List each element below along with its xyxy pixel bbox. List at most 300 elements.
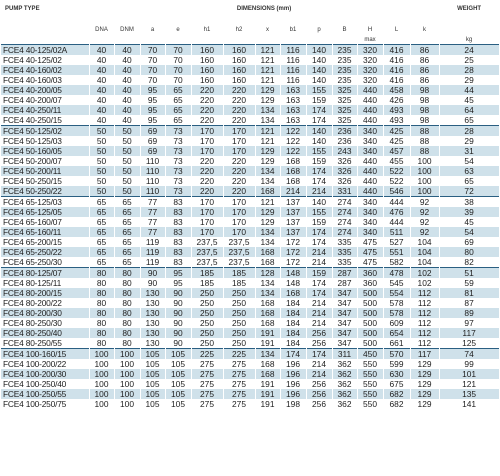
weight-cell: 25 [439, 55, 499, 65]
dimension-cell: 137 [280, 207, 306, 217]
dimension-cell: 95 [165, 278, 191, 288]
dimension-cell: 105 [165, 379, 191, 389]
col-header: H [357, 24, 383, 35]
dimension-cell: 220 [223, 95, 255, 105]
weight-cell: 80 [439, 247, 499, 257]
dimension-cell: 65 [89, 247, 114, 257]
dimension-cell: 362 [332, 369, 357, 379]
dimension-cell: 174 [306, 288, 332, 298]
dimension-cell: 478 [383, 268, 410, 279]
dimension-cell: 116 [280, 45, 306, 56]
dimension-cell: 220 [191, 115, 223, 126]
dimension-cell: 50 [114, 166, 140, 176]
dimension-cell: 160 [191, 55, 223, 65]
dimension-cell: 155 [306, 85, 332, 95]
dimension-cell: 65 [89, 207, 114, 217]
dimension-cell: 475 [357, 247, 383, 257]
table-row [1, 136, 499, 146]
pump-type-cell: FCE4 40-250/11 [1, 105, 89, 115]
col-header: x [255, 24, 280, 35]
dimension-cell: 140 [306, 75, 332, 85]
dimension-cell: 160 [191, 45, 223, 56]
dimension-cell: 40 [89, 65, 114, 75]
dimension-cell: 83 [165, 247, 191, 257]
dimension-cell: 159 [306, 156, 332, 166]
dimension-cell: 250 [223, 318, 255, 328]
table-row [1, 186, 499, 197]
dimension-cell: 100 [114, 389, 140, 399]
dimension-cell: 83 [165, 197, 191, 208]
dimension-cell: 325 [332, 115, 357, 126]
dimension-cell: 184 [280, 308, 306, 318]
dimension-cell: 92 [410, 227, 439, 237]
dimension-cell: 70 [165, 75, 191, 85]
dimension-cell: 100 [410, 156, 439, 166]
pump-type-cell: FCE4 50-125/02 [1, 126, 89, 137]
dimension-cell: 80 [114, 338, 140, 349]
table-row [1, 369, 499, 379]
dimension-cell: 340 [357, 146, 383, 156]
table-row [1, 247, 499, 257]
dimension-cell: 130 [140, 318, 165, 328]
dimension-cell: 70 [140, 45, 165, 56]
dimension-cell: 250 [223, 308, 255, 318]
dimension-cell: 80 [114, 288, 140, 298]
dimension-cell: 112 [410, 338, 439, 349]
dimension-cell: 163 [280, 95, 306, 105]
weight-cell: 54 [439, 227, 499, 237]
dimension-cell: 112 [410, 298, 439, 308]
dimension-cell: 444 [383, 197, 410, 208]
dimension-cell: 550 [357, 379, 383, 389]
dimension-cell: 119 [140, 237, 165, 247]
dimension-cell: 159 [306, 217, 332, 227]
weight-cell: 135 [439, 389, 499, 399]
kg-unit-label: kg [439, 35, 499, 45]
pump-type-cell: FCE4 80-250/30 [1, 318, 89, 328]
dimension-cell: 50 [89, 166, 114, 176]
dimension-cell: 98 [410, 105, 439, 115]
dimension-cell: 191 [255, 328, 280, 338]
pump-type-cell: FCE4 100-200/22 [1, 359, 89, 369]
dimension-cell: 69 [140, 146, 165, 156]
dimension-cell: 110 [140, 166, 165, 176]
col-header: h1 [191, 24, 223, 35]
dimension-cell: 168 [255, 308, 280, 318]
dimension-cell: 65 [114, 247, 140, 257]
dimension-cell: 325 [332, 85, 357, 95]
dimension-cell: 134 [255, 288, 280, 298]
dimension-cell: 172 [280, 237, 306, 247]
dimension-cell: 225 [223, 349, 255, 360]
dimension-cell: 170 [191, 136, 223, 146]
dimension-cell: 137 [280, 227, 306, 237]
dimension-cell: 40 [89, 55, 114, 65]
dimension-cell: 104 [410, 257, 439, 268]
dimension-cell: 98 [410, 85, 439, 95]
dimension-cell: 95 [140, 85, 165, 95]
dimension-cell: 493 [383, 105, 410, 115]
dimension-cell: 129 [255, 95, 280, 105]
dimension-cell: 105 [165, 399, 191, 409]
dimension-cell: 630 [383, 369, 410, 379]
dimension-cell: 347 [332, 308, 357, 318]
weight-cell: 29 [439, 75, 499, 85]
table-row [1, 146, 499, 156]
dimension-cell: 100 [114, 349, 140, 360]
col-header: e [165, 24, 191, 35]
dimension-cell: 130 [140, 298, 165, 308]
dimension-cell: 347 [332, 328, 357, 338]
dimension-cell: 100 [89, 389, 114, 399]
dimension-cell: 274 [332, 197, 357, 208]
dimension-cell: 196 [280, 369, 306, 379]
dimension-cell: 105 [165, 369, 191, 379]
dimension-cell: 511 [383, 227, 410, 237]
dimension-cell: 237,5 [191, 257, 223, 268]
dimension-cell: 129 [410, 389, 439, 399]
pump-type-cell: FCE4 65-160/07 [1, 217, 89, 227]
dimension-cell: 220 [223, 176, 255, 186]
dimension-cell: 40 [89, 95, 114, 105]
pump-type-cell: FCE4 40-200/07 [1, 95, 89, 105]
dimension-cell: 546 [383, 186, 410, 197]
dimension-cell: 50 [89, 146, 114, 156]
table-row [1, 399, 499, 409]
dimension-cell: 134 [255, 349, 280, 360]
dimension-cell: 661 [383, 338, 410, 349]
dimension-cell: 250 [191, 318, 223, 328]
dimension-cell: 250 [223, 298, 255, 308]
dimension-cell: 50 [89, 186, 114, 197]
dimension-cell: 256 [306, 328, 332, 338]
dimension-cell: 110 [140, 186, 165, 197]
dimension-cell: 100 [410, 186, 439, 197]
weight-cell: 89 [439, 308, 499, 318]
dimension-cell: 80 [89, 338, 114, 349]
dimension-cell: 70 [165, 45, 191, 56]
dimension-cell: 50 [89, 126, 114, 137]
dimension-cell: 65 [114, 217, 140, 227]
weight-cell: 125 [439, 338, 499, 349]
dimensions-header: DIMENSIONS (mm) [89, 0, 439, 24]
dimension-cell: 100 [89, 359, 114, 369]
dimension-cell: 80 [114, 308, 140, 318]
dimension-cell: 220 [191, 176, 223, 186]
dimension-cell: 100 [114, 379, 140, 389]
dimension-cell: 311 [332, 349, 357, 360]
dimension-cell: 50 [114, 136, 140, 146]
dimension-cell: 578 [383, 298, 410, 308]
weight-cell: 82 [439, 257, 499, 268]
dimension-cell: 170 [191, 227, 223, 237]
dimension-cell: 117 [410, 349, 439, 360]
dimension-cell: 50 [114, 126, 140, 137]
dimension-cell: 100 [89, 349, 114, 360]
dimension-cell: 105 [140, 359, 165, 369]
dimension-cell: 100 [89, 399, 114, 409]
weight-cell: 28 [439, 65, 499, 75]
pump-type-cell: FCE4 65-250/30 [1, 257, 89, 268]
dimension-cell: 155 [306, 146, 332, 156]
dimension-cell: 86 [410, 75, 439, 85]
dimension-cell: 185 [223, 278, 255, 288]
dimension-cell: 40 [114, 45, 140, 56]
dimension-cell: 83 [165, 227, 191, 237]
dimension-cell: 119 [140, 257, 165, 268]
dimension-cell: 100 [114, 359, 140, 369]
dimension-cell: 675 [383, 379, 410, 389]
table-row [1, 126, 499, 137]
dimension-cell: 185 [191, 278, 223, 288]
dimension-cell: 250 [223, 288, 255, 298]
dimension-cell: 80 [89, 288, 114, 298]
dimension-cell: 554 [383, 288, 410, 298]
weight-cell: 51 [439, 268, 499, 279]
dimension-cell: 275 [223, 399, 255, 409]
dimension-cell: 134 [255, 115, 280, 126]
weight-cell: 54 [439, 156, 499, 166]
dimension-cell: 137 [280, 197, 306, 208]
dimension-cell: 275 [223, 359, 255, 369]
dimension-cell: 250 [191, 308, 223, 318]
pump-type-cell: FCE4 40-125/02A [1, 45, 89, 56]
weight-cell: 44 [439, 85, 499, 95]
dimension-cell: 326 [332, 156, 357, 166]
dimension-cell: 168 [255, 369, 280, 379]
dimension-cell: 237,5 [191, 247, 223, 257]
table-row [1, 359, 499, 369]
dimension-cell: 191 [255, 389, 280, 399]
dimension-cell: 347 [332, 298, 357, 308]
dimension-cell: 134 [255, 176, 280, 186]
weight-cell: 72 [439, 186, 499, 197]
dimension-cell: 110 [140, 156, 165, 166]
dimension-cell: 65 [89, 227, 114, 237]
dimension-cell: 440 [357, 176, 383, 186]
table-row [1, 227, 499, 237]
dimension-cell: 550 [357, 389, 383, 399]
dimension-cell: 654 [383, 328, 410, 338]
dimension-cell: 275 [191, 389, 223, 399]
dimension-cell: 237,5 [191, 237, 223, 247]
dimension-cell: 416 [383, 65, 410, 75]
dimension-cell: 168 [280, 288, 306, 298]
dimension-cell: 105 [140, 399, 165, 409]
dimension-cell: 444 [383, 217, 410, 227]
dimension-cell: 92 [410, 217, 439, 227]
dimension-cell: 450 [357, 349, 383, 360]
dimension-cell: 121 [255, 75, 280, 85]
pump-type-cell: FCE4 100-250/75 [1, 399, 89, 409]
col-header: a [140, 24, 165, 35]
table-row [1, 328, 499, 338]
dimension-cell: 275 [191, 359, 223, 369]
table-row [1, 338, 499, 349]
dimension-cell: 198 [280, 399, 306, 409]
pump-type-cell: FCE4 40-200/05 [1, 85, 89, 95]
dimension-cell: 236 [332, 136, 357, 146]
dimension-cell: 163 [280, 105, 306, 115]
table-row [1, 298, 499, 308]
dimension-cell: 65 [89, 217, 114, 227]
dimension-cell: 682 [383, 389, 410, 399]
dimension-cell: 196 [280, 359, 306, 369]
dimension-cell: 168 [280, 156, 306, 166]
dimension-cell: 80 [114, 268, 140, 279]
dimension-cell: 550 [357, 399, 383, 409]
dimension-cell: 326 [332, 166, 357, 176]
dimension-cell: 168 [255, 318, 280, 328]
dimension-cell: 129 [410, 359, 439, 369]
weight-cell: 117 [439, 328, 499, 338]
dimension-cell: 168 [255, 186, 280, 197]
dimension-cell: 599 [383, 359, 410, 369]
dimension-cell: 170 [223, 146, 255, 156]
dimension-cell: 174 [306, 349, 332, 360]
dimension-cell: 90 [140, 278, 165, 288]
pump-type-cell: FCE4 80-125/07 [1, 268, 89, 279]
dimension-cell: 570 [383, 349, 410, 360]
table-row [1, 308, 499, 318]
dimension-cell: 475 [357, 257, 383, 268]
dimension-cell: 331 [332, 186, 357, 197]
dimension-cell: 160 [223, 75, 255, 85]
dimension-cell: 116 [280, 55, 306, 65]
dimension-cell: 609 [383, 318, 410, 328]
dimension-cell: 65 [165, 105, 191, 115]
dimension-cell: 256 [306, 379, 332, 389]
dimension-cell: 500 [357, 308, 383, 318]
dimension-cell: 140 [306, 136, 332, 146]
dimension-cell: 121 [255, 65, 280, 75]
weight-cell: 39 [439, 207, 499, 217]
dimension-cell: 174 [306, 176, 332, 186]
col-header: b1 [280, 24, 306, 35]
dimension-cell: 122 [280, 146, 306, 156]
dimension-cell: 174 [306, 237, 332, 247]
dimension-cell: 214 [306, 369, 332, 379]
dimension-cell: 134 [255, 105, 280, 115]
dimension-cell: 65 [89, 237, 114, 247]
dimension-cell: 168 [280, 166, 306, 176]
dimension-cell: 340 [357, 207, 383, 217]
table-row [1, 176, 499, 186]
dimension-cell: 274 [332, 207, 357, 217]
table-row [1, 349, 499, 360]
col-header: DNA [89, 24, 114, 35]
dimension-cell: 168 [255, 298, 280, 308]
weight-cell: 45 [439, 95, 499, 105]
weight-cell: 59 [439, 278, 499, 288]
header-row-units [1, 35, 499, 45]
dimension-cell: 40 [89, 105, 114, 115]
dimension-cell: 140 [306, 55, 332, 65]
pump-type-cell: FCE4 50-160/05 [1, 146, 89, 156]
dimension-cell: 155 [306, 207, 332, 217]
dimension-cell: 129 [255, 146, 280, 156]
col-header: B [332, 24, 357, 35]
dimension-cell: 134 [255, 166, 280, 176]
dimension-cell: 416 [383, 45, 410, 56]
dimension-cell: 237,5 [223, 237, 255, 247]
dimension-cell: 88 [410, 146, 439, 156]
dimension-cell: 159 [306, 268, 332, 279]
dimension-cell: 325 [332, 105, 357, 115]
dimension-cell: 95 [165, 268, 191, 279]
dimension-cell: 457 [383, 146, 410, 156]
dimension-cell: 95 [140, 105, 165, 115]
dimension-cell: 235 [332, 75, 357, 85]
dimension-cell: 475 [357, 237, 383, 247]
dimension-cell: 426 [383, 95, 410, 105]
table-row [1, 166, 499, 176]
dimension-cell: 104 [410, 237, 439, 247]
dimension-cell: 320 [357, 55, 383, 65]
dimension-cell: 160 [223, 65, 255, 75]
weight-cell: 29 [439, 136, 499, 146]
dimension-cell: 256 [306, 399, 332, 409]
dimension-cell: 130 [140, 308, 165, 318]
weight-cell: 65 [439, 115, 499, 126]
dimension-cell: 77 [140, 227, 165, 237]
dimension-cell: 77 [140, 197, 165, 208]
dimension-cell: 440 [357, 105, 383, 115]
dimension-cell: 214 [306, 257, 332, 268]
weight-cell: 99 [439, 359, 499, 369]
dimension-cell: 90 [165, 308, 191, 318]
dimension-cell: 214 [280, 186, 306, 197]
pump-type-cell: FCE4 65-125/03 [1, 197, 89, 208]
dimension-cell: 360 [357, 278, 383, 288]
dimension-cell: 340 [357, 197, 383, 208]
dimension-cell: 174 [306, 278, 332, 288]
dimension-cell: 220 [223, 156, 255, 166]
weight-cell: 64 [439, 105, 499, 115]
dimension-cell: 70 [165, 55, 191, 65]
dimension-cell: 128 [255, 268, 280, 279]
dimension-cell: 168 [255, 247, 280, 257]
dimension-cell: 65 [89, 257, 114, 268]
dimension-cell: 320 [357, 45, 383, 56]
dimension-cell: 86 [410, 65, 439, 75]
pump-type-cell: FCE4 80-200/22 [1, 298, 89, 308]
dimension-cell: 340 [357, 126, 383, 137]
dimension-cell: 40 [114, 105, 140, 115]
dimension-cell: 500 [357, 288, 383, 298]
dimension-cell: 545 [383, 278, 410, 288]
dimension-cell: 160 [191, 75, 223, 85]
dimension-cell: 184 [280, 318, 306, 328]
dimension-cell: 500 [357, 298, 383, 308]
pump-type-cell: FCE4 100-250/55 [1, 389, 89, 399]
dimension-cell: 340 [357, 217, 383, 227]
dimension-cell: 440 [357, 156, 383, 166]
dimension-cell: 50 [89, 156, 114, 166]
dimension-cell: 287 [332, 278, 357, 288]
dimension-cell: 220 [191, 186, 223, 197]
dimension-cell: 80 [89, 308, 114, 318]
dimension-cell: 214 [306, 186, 332, 197]
dimension-cell: 134 [255, 227, 280, 237]
dimension-cell: 73 [165, 126, 191, 137]
dimension-cell: 335 [332, 237, 357, 247]
dimension-cell: 196 [280, 389, 306, 399]
dimension-cell: 170 [223, 136, 255, 146]
dimension-cell: 121 [255, 136, 280, 146]
col-header: DNM [114, 24, 140, 35]
dimension-cell: 73 [165, 176, 191, 186]
